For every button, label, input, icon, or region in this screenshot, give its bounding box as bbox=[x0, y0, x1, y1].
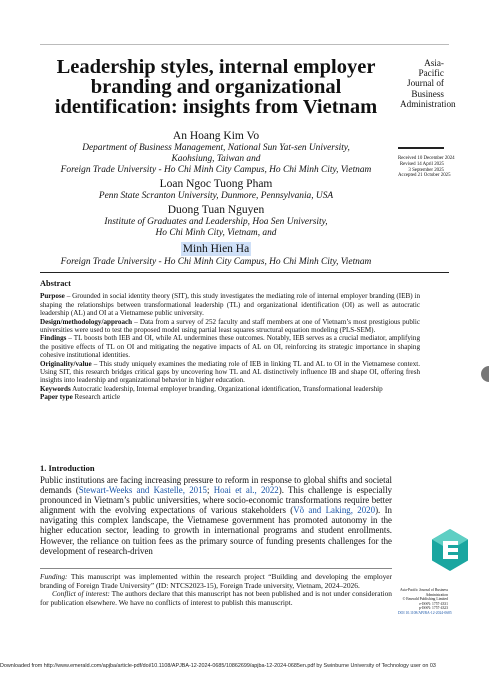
date-line: Accepted 21 October 2025 bbox=[398, 173, 451, 179]
paper-type-text: Research article bbox=[72, 393, 121, 402]
side-panel-handle[interactable] bbox=[481, 366, 489, 382]
keywords-text: Autocratic leadership, Internal employer branding, Organizational identification, Transformational leadership bbox=[70, 384, 383, 393]
affiliation-line: Foreign Trade University - Ho Chi Minh City Campus, Ho Chi Minh City, Vietnam bbox=[60, 257, 372, 267]
affiliation-line: Ho Chi Minh City, Vietnam, and bbox=[155, 228, 277, 238]
affiliation-line: Institute of Graduates and Leadership, Hoa Sen University, bbox=[104, 217, 328, 227]
publisher-line: © Emerald Publishing Limited bbox=[402, 597, 448, 602]
abstract bbox=[40, 280, 420, 402]
author-block bbox=[40, 128, 392, 268]
publisher-line: p-ISSN: 1757-4323 bbox=[419, 606, 448, 611]
publisher-info bbox=[398, 588, 452, 616]
paper-type-label: Paper type bbox=[40, 393, 73, 402]
text: ). In navigating this complex landscape, the Vietnamese government has promoted autonomy in the higher education sector, leading to growth in international programs and student enrollments. However, the reliance on tuition fees as the primary source of funding presents challenges for the development of research-driven bbox=[40, 505, 392, 556]
citation-link[interactable]: Võ and Laking, 2020 bbox=[293, 505, 376, 516]
date-line: 3 September 2025 bbox=[408, 167, 444, 173]
date-line: Revised 14 April 2025 bbox=[399, 161, 444, 167]
citation-link[interactable]: Hoai et al., 2022 bbox=[213, 485, 279, 496]
funding-note bbox=[40, 573, 392, 590]
text: Public institutions are facing increasing pressure to reform in response to global shifts and societal demands ( bbox=[40, 475, 392, 496]
conflict-label: Conflict of interest: bbox=[52, 589, 110, 599]
text: ; bbox=[206, 485, 214, 496]
paper-type bbox=[40, 393, 420, 401]
publisher-logo-icon bbox=[430, 528, 470, 572]
funding-text: This manuscript was implemented within the research project “Building and developing the employer branding of Foreign Trade University” (ID: NTCS2023-15), Foreign Trade university, Vietnam, 2024–2026. bbox=[40, 572, 392, 590]
date-line: Received 10 December 2024 bbox=[398, 156, 455, 161]
funding-label: Funding: bbox=[40, 572, 68, 581]
affiliation-line: Penn State Scranton University, Dunmore, Pennsylvania, USA bbox=[98, 191, 334, 201]
author-name: Duong Tuan Nguyen bbox=[167, 204, 265, 216]
affiliation-line: Foreign Trade University - Ho Chi Minh City Campus, Ho Chi Minh City, Vietnam bbox=[60, 165, 372, 175]
author-name-highlighted[interactable]: Minh Hien Ha bbox=[182, 243, 250, 255]
abstract-findings bbox=[40, 334, 420, 359]
history-dates bbox=[398, 156, 455, 179]
section-heading: 1. Introduction bbox=[40, 463, 95, 473]
label: Originality/value bbox=[40, 359, 92, 368]
publisher-line: e-ISSN: 1757-4331 bbox=[419, 601, 448, 606]
conflict-note bbox=[40, 590, 392, 607]
affiliation-line: Kaohsiung, Taiwan and bbox=[171, 154, 261, 164]
journal-name-line: Business bbox=[411, 88, 444, 99]
text: – This study uniquely examines the mediating role of IEB in linking TL and AL to OI in the Vietnamese context. Using SIT, this research bridges critical gaps by uncovering how TL and AL distinctively influence IB and shape OI, offering fresh insights into leadership and organizational behavior in higher education. bbox=[40, 359, 420, 385]
label: Findings bbox=[40, 334, 67, 343]
abstract-heading: Abstract bbox=[40, 279, 71, 288]
abstract-purpose bbox=[40, 292, 420, 317]
journal-name-line: Administration bbox=[400, 98, 456, 109]
publisher-line: Asia-Pacific Journal of Business bbox=[399, 588, 448, 592]
journal-name-line: Journal of bbox=[407, 78, 444, 89]
abstract-originality bbox=[40, 360, 420, 385]
paper-title: Leadership styles, internal employer branding and organizational identification: insights from Vietnam bbox=[54, 56, 378, 118]
footnotes bbox=[40, 573, 392, 607]
author-name: Loan Ngoc Tuong Pham bbox=[159, 178, 273, 190]
keywords bbox=[40, 385, 420, 393]
doi-link[interactable]: DOI 10.1108/APJBA-12-2024-0685 bbox=[398, 610, 452, 615]
journal-name-line: Asia-Pacific bbox=[418, 58, 444, 79]
author-name: An Hoang Kim Vo bbox=[172, 130, 260, 142]
keywords-label: Keywords bbox=[40, 384, 71, 393]
text: – Grounded in social identity theory (SIT), this study investigates the mediating role of internal employer branding (IEB) in shaping the relationships between transformational leadership (TL) and organizational identification (OI) as well as autocratic leadership (AL) and OI at a Vietnamese public university. bbox=[40, 292, 420, 318]
conflict-text: The authors declare that this manuscript has not been published and is not under consideration for publication elsewhere. We have no conflicts of interest to publish this manuscript. bbox=[40, 589, 392, 607]
abstract-rule bbox=[40, 272, 449, 273]
citation-link[interactable]: Stewart-Weeks and Kastelle, 2015 bbox=[78, 485, 207, 496]
text: – TL boosts both IEB and OI, while AL undermines these outcomes. Notably, IEB serves as a crucial mediator, amplifying the positive effects of TL on OI and mitigating the negative impacts of AL on OI, reinforcing its strategic importance in shaping cohesive institutional identities. bbox=[40, 334, 420, 360]
text: ). This challenge is especially pronounced in Vietnam’s public universities, where socio-economic transformations require better alignment with the evolving expectations of various stakeholders ( bbox=[40, 485, 392, 516]
affiliation-line: Department of Business Management, National Sun Yat-sen University, bbox=[82, 143, 350, 153]
text: – Data from a survey of 252 faculty and staff members at one of Vietnam’s most prestigious public universities were used to test the proposed model using partial least squares structural equation modeling (PLS-SEM). bbox=[40, 317, 420, 335]
abstract-design bbox=[40, 318, 420, 335]
top-rule bbox=[40, 44, 449, 45]
journal-rule bbox=[398, 147, 444, 149]
footnote-rule bbox=[40, 568, 392, 569]
label: Design/methodology/approach bbox=[40, 317, 133, 326]
journal-name bbox=[400, 58, 456, 109]
label: Purpose bbox=[40, 292, 65, 301]
publisher-line: Administration bbox=[425, 592, 448, 597]
download-watermark: Downloaded from http://www.emerald.com/apjba/article-pdf/doi/10.1108/APJBA-12-2024-0685/10862699/apjba-12-2024-0685en.pdf by Swinburne University of Technology user on 03 bbox=[0, 663, 436, 669]
introduction-section bbox=[40, 463, 392, 556]
introduction-text bbox=[40, 475, 392, 556]
